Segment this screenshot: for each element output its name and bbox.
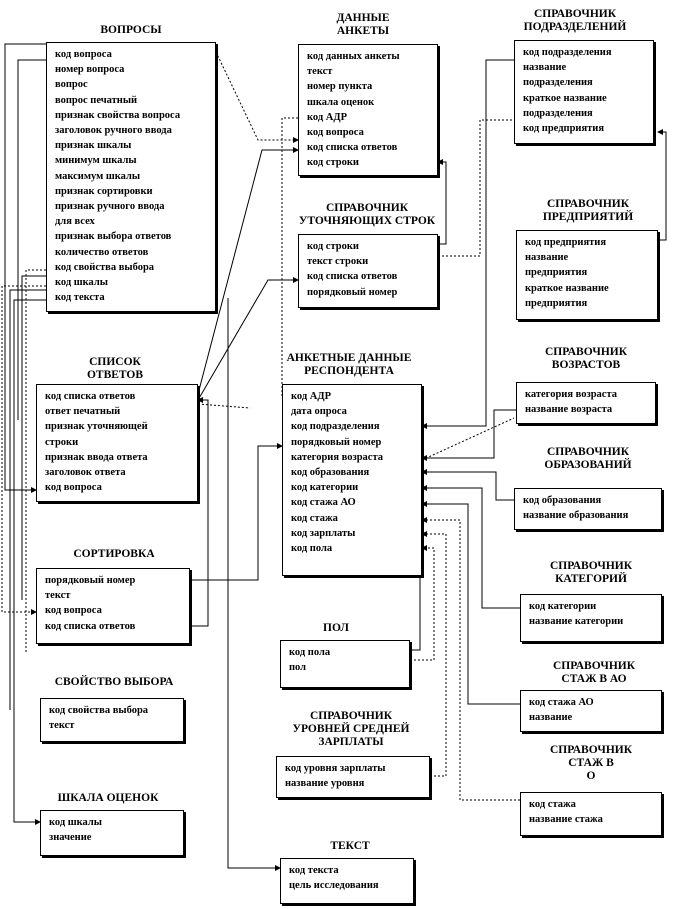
field-row: код строки xyxy=(307,241,359,252)
spr-urovney-entity xyxy=(276,756,430,798)
link-vozr-anket xyxy=(422,410,516,458)
field-row: код образования xyxy=(523,495,602,506)
field-row: название возраста xyxy=(525,404,613,416)
link-left-3 xyxy=(14,300,46,822)
field-row: количество ответов xyxy=(55,246,149,258)
spr-stazh-v-o-entity xyxy=(520,792,662,836)
title-line: О xyxy=(586,770,596,782)
title-line: КАТЕГОРИЙ xyxy=(555,573,627,585)
title-line: СПРАВОЧНИК xyxy=(309,710,393,722)
dannye-ankety-title xyxy=(320,12,406,38)
title-line: ДАННЫЕ xyxy=(336,12,390,24)
link-pred-podr xyxy=(658,132,666,240)
title-line: СПРАВОЧНИК xyxy=(552,660,636,672)
spr-podrazdeleniy-title xyxy=(508,8,642,34)
link-spisok-ank xyxy=(198,404,250,408)
spr-predpriyatiy-title xyxy=(528,198,648,224)
title-line: СПРАВОЧНИК xyxy=(549,744,633,756)
tekst-title: ТЕКСТ xyxy=(330,840,370,852)
title-line: ПОДРАЗДЕЛЕНИЙ xyxy=(523,21,627,33)
field-row: краткое название xyxy=(523,92,607,104)
spr-obrazovaniy-title xyxy=(530,446,646,472)
field-row: порядковый номер xyxy=(45,575,136,586)
field-row: код шкалы xyxy=(49,817,102,828)
field-row: категория возраста xyxy=(525,389,617,400)
field-row: текст xyxy=(45,590,71,602)
tekst-entity xyxy=(280,858,414,904)
spr-obrazovaniy-entity xyxy=(514,488,662,530)
field-row: предприятия xyxy=(525,267,588,279)
title-line: ПРЕДПРИЯТИЙ xyxy=(542,211,634,223)
svoystvo-vybora-entity xyxy=(40,698,184,742)
anketnye-dannye-entity xyxy=(282,384,422,576)
link-pol-anket xyxy=(410,565,422,650)
field-row: код предприятия xyxy=(523,123,605,135)
title-line: УРОВНЕЙ СРЕДНЕЙ xyxy=(292,723,410,735)
spr-predpriyatiy-entity xyxy=(516,230,658,320)
spr-kategoriy-entity xyxy=(520,594,662,642)
field-row: порядковый номер xyxy=(307,286,398,298)
field-row: код свойства выбора xyxy=(55,261,155,273)
title-line: СТАЖ В АО xyxy=(561,673,627,685)
title-line: УТОЧНЯЮЩИХ СТРОК xyxy=(298,215,436,227)
spr-urovney-title xyxy=(276,710,426,749)
field-row: признак выбора ответов xyxy=(55,231,172,243)
field-row: для всех xyxy=(55,216,95,228)
field-row: признак ручного ввода xyxy=(55,201,165,213)
title-line: СПРАВОЧНИК xyxy=(549,560,633,572)
voprosy-entity xyxy=(46,42,216,312)
voprosy-title: ВОПРОСЫ xyxy=(100,24,162,36)
title-line: СПРАВОЧНИК xyxy=(325,202,409,214)
field-row: название стажа xyxy=(529,814,603,826)
field-row: максимум шкалы xyxy=(55,170,141,182)
field-row: код предприятия xyxy=(525,237,607,248)
field-row: заголовок ответа xyxy=(45,467,126,479)
field-row: код уровня зарплаты xyxy=(285,763,386,774)
field-row: вопрос xyxy=(55,79,88,91)
shkala-ocenok-entity xyxy=(40,810,184,856)
field-row: подразделения xyxy=(523,107,593,119)
field-row: код строки xyxy=(307,157,359,169)
field-row: код стажа АО xyxy=(291,497,356,509)
field-row: название xyxy=(525,252,569,264)
title-line: ВОЗРАСТОВ xyxy=(551,359,621,371)
field-row: название xyxy=(529,712,573,724)
field-row: дата опроса xyxy=(291,406,347,418)
title-line: ЗАРПЛАТЫ xyxy=(318,736,384,748)
title-line: СПРАВОЧНИК xyxy=(533,8,617,20)
spisok-otvetov-entity xyxy=(36,384,198,502)
link-voprosy-dannye xyxy=(216,52,298,140)
title-line: ОТВЕТОВ xyxy=(86,369,144,381)
field-row: название xyxy=(523,62,567,74)
field-row: название категории xyxy=(529,616,624,628)
field-row: вопрос печатный xyxy=(55,94,138,106)
field-row: признак сортировки xyxy=(55,185,153,197)
spr-stazh-ao-entity xyxy=(520,690,662,732)
field-row: код списка ответов xyxy=(45,391,136,402)
spr-vozrastov-entity xyxy=(516,382,656,424)
link-obraz-anket xyxy=(422,472,514,500)
field-row: признак свойства вопроса xyxy=(55,109,181,121)
field-row: код АДР xyxy=(291,391,332,402)
field-row: код категории xyxy=(529,601,597,612)
link-anket-right xyxy=(422,418,514,460)
field-row: код АДР xyxy=(307,111,348,123)
field-row: подразделения xyxy=(523,77,593,89)
field-row: код пола xyxy=(291,543,333,555)
title-line: ОБРАЗОВАНИЙ xyxy=(544,459,632,471)
field-row: минимум шкалы xyxy=(55,155,137,167)
title-line: СПИСОК xyxy=(89,356,141,368)
field-row: код шкалы xyxy=(55,277,108,289)
spr-utochnyayushchikh-title xyxy=(292,202,442,228)
field-row: код текста xyxy=(289,865,339,876)
field-row: код списка ответов xyxy=(45,620,136,632)
field-row: значение xyxy=(49,832,92,844)
title-line: АНКЕТЫ xyxy=(336,25,390,37)
field-row: код пола xyxy=(289,647,331,658)
pol-title: ПОЛ xyxy=(323,622,349,634)
link-voprosy-tekst xyxy=(228,298,280,868)
dannye-ankety-entity xyxy=(298,44,438,176)
field-row: код вопроса xyxy=(307,127,364,139)
spr-stazh-ao-title xyxy=(544,660,644,686)
link-utochn-podr xyxy=(438,120,514,256)
link-stazhao-anket xyxy=(422,504,520,704)
field-row: признак шкалы xyxy=(55,140,132,152)
field-row: порядковый номер xyxy=(291,436,382,448)
title-line: СПРАВОЧНИК xyxy=(546,198,630,210)
field-row: ответ печатный xyxy=(45,406,121,418)
sortirovka-title: СОРТИРОВКА xyxy=(73,548,155,560)
field-row: номер вопроса xyxy=(55,64,125,76)
field-row: предприятия xyxy=(525,297,588,309)
field-row: код категории xyxy=(291,482,359,494)
field-row: код образования xyxy=(291,467,370,479)
field-row: категория возраста xyxy=(291,451,383,463)
title-line: СТАЖ В xyxy=(568,757,614,769)
anketnye-dannye-title xyxy=(274,352,424,378)
field-row: код списка ответов xyxy=(307,142,398,154)
link-sort-right xyxy=(190,446,282,580)
field-row: код стажа xyxy=(529,799,576,810)
field-row: код стажа xyxy=(291,512,338,524)
field-row: код вопроса xyxy=(45,482,102,494)
field-row: код текста xyxy=(55,292,105,304)
field-row: код вопроса xyxy=(45,605,102,617)
field-row: заголовок ручного ввода xyxy=(55,125,172,137)
field-row: текст xyxy=(49,720,75,732)
field-row: код подразделения xyxy=(291,421,380,433)
sortirovka-entity xyxy=(36,568,190,644)
spr-podrazdeleniy-entity xyxy=(514,40,654,144)
field-row: код зарплаты xyxy=(291,527,356,539)
field-row: краткое название xyxy=(525,282,609,294)
field-row: признак уточняющей xyxy=(45,421,148,433)
svoystvo-vybora-title: СВОЙСТВО ВЫБОРА xyxy=(54,676,174,688)
title-line: СПРАВОЧНИК xyxy=(546,446,630,458)
field-row: код стажа АО xyxy=(529,697,594,708)
field-row: код списка ответов xyxy=(307,271,398,283)
field-row: текст xyxy=(307,66,333,78)
field-row: код данных анкеты xyxy=(307,51,400,62)
title-line: СПРАВОЧНИК xyxy=(544,346,628,358)
spr-utochnyayushchikh-entity xyxy=(298,234,438,308)
spisok-otvetov-title xyxy=(80,356,150,382)
spr-stazh-v-o-title xyxy=(534,744,648,783)
field-row: код свойства выбора xyxy=(49,705,149,716)
field-row: цель исследования xyxy=(289,880,379,892)
field-row: номер пункта xyxy=(307,81,373,93)
field-row: строки xyxy=(45,436,79,448)
title-line: РЕСПОНДЕНТА xyxy=(304,365,394,377)
field-row: признак ввода ответа xyxy=(45,451,148,463)
spr-kategoriy-title xyxy=(536,560,646,586)
link-stazh-anket xyxy=(422,520,520,800)
field-row: название уровня xyxy=(285,778,365,790)
title-line: АНКЕТНЫЕ ДАННЫЕ xyxy=(286,352,412,364)
field-row: шкала оценок xyxy=(307,96,375,108)
field-row: название образования xyxy=(523,510,629,522)
spr-vozrastov-title xyxy=(536,346,636,372)
field-row: пол xyxy=(289,662,307,674)
field-row: текст строки xyxy=(307,256,369,268)
field-row: код подразделения xyxy=(523,47,612,58)
shkala-ocenok-title: ШКАЛА ОЦЕНОК xyxy=(57,792,159,804)
link-kateg-anket xyxy=(422,488,520,608)
pol-entity xyxy=(280,640,410,688)
field-row: код вопроса xyxy=(55,49,112,60)
